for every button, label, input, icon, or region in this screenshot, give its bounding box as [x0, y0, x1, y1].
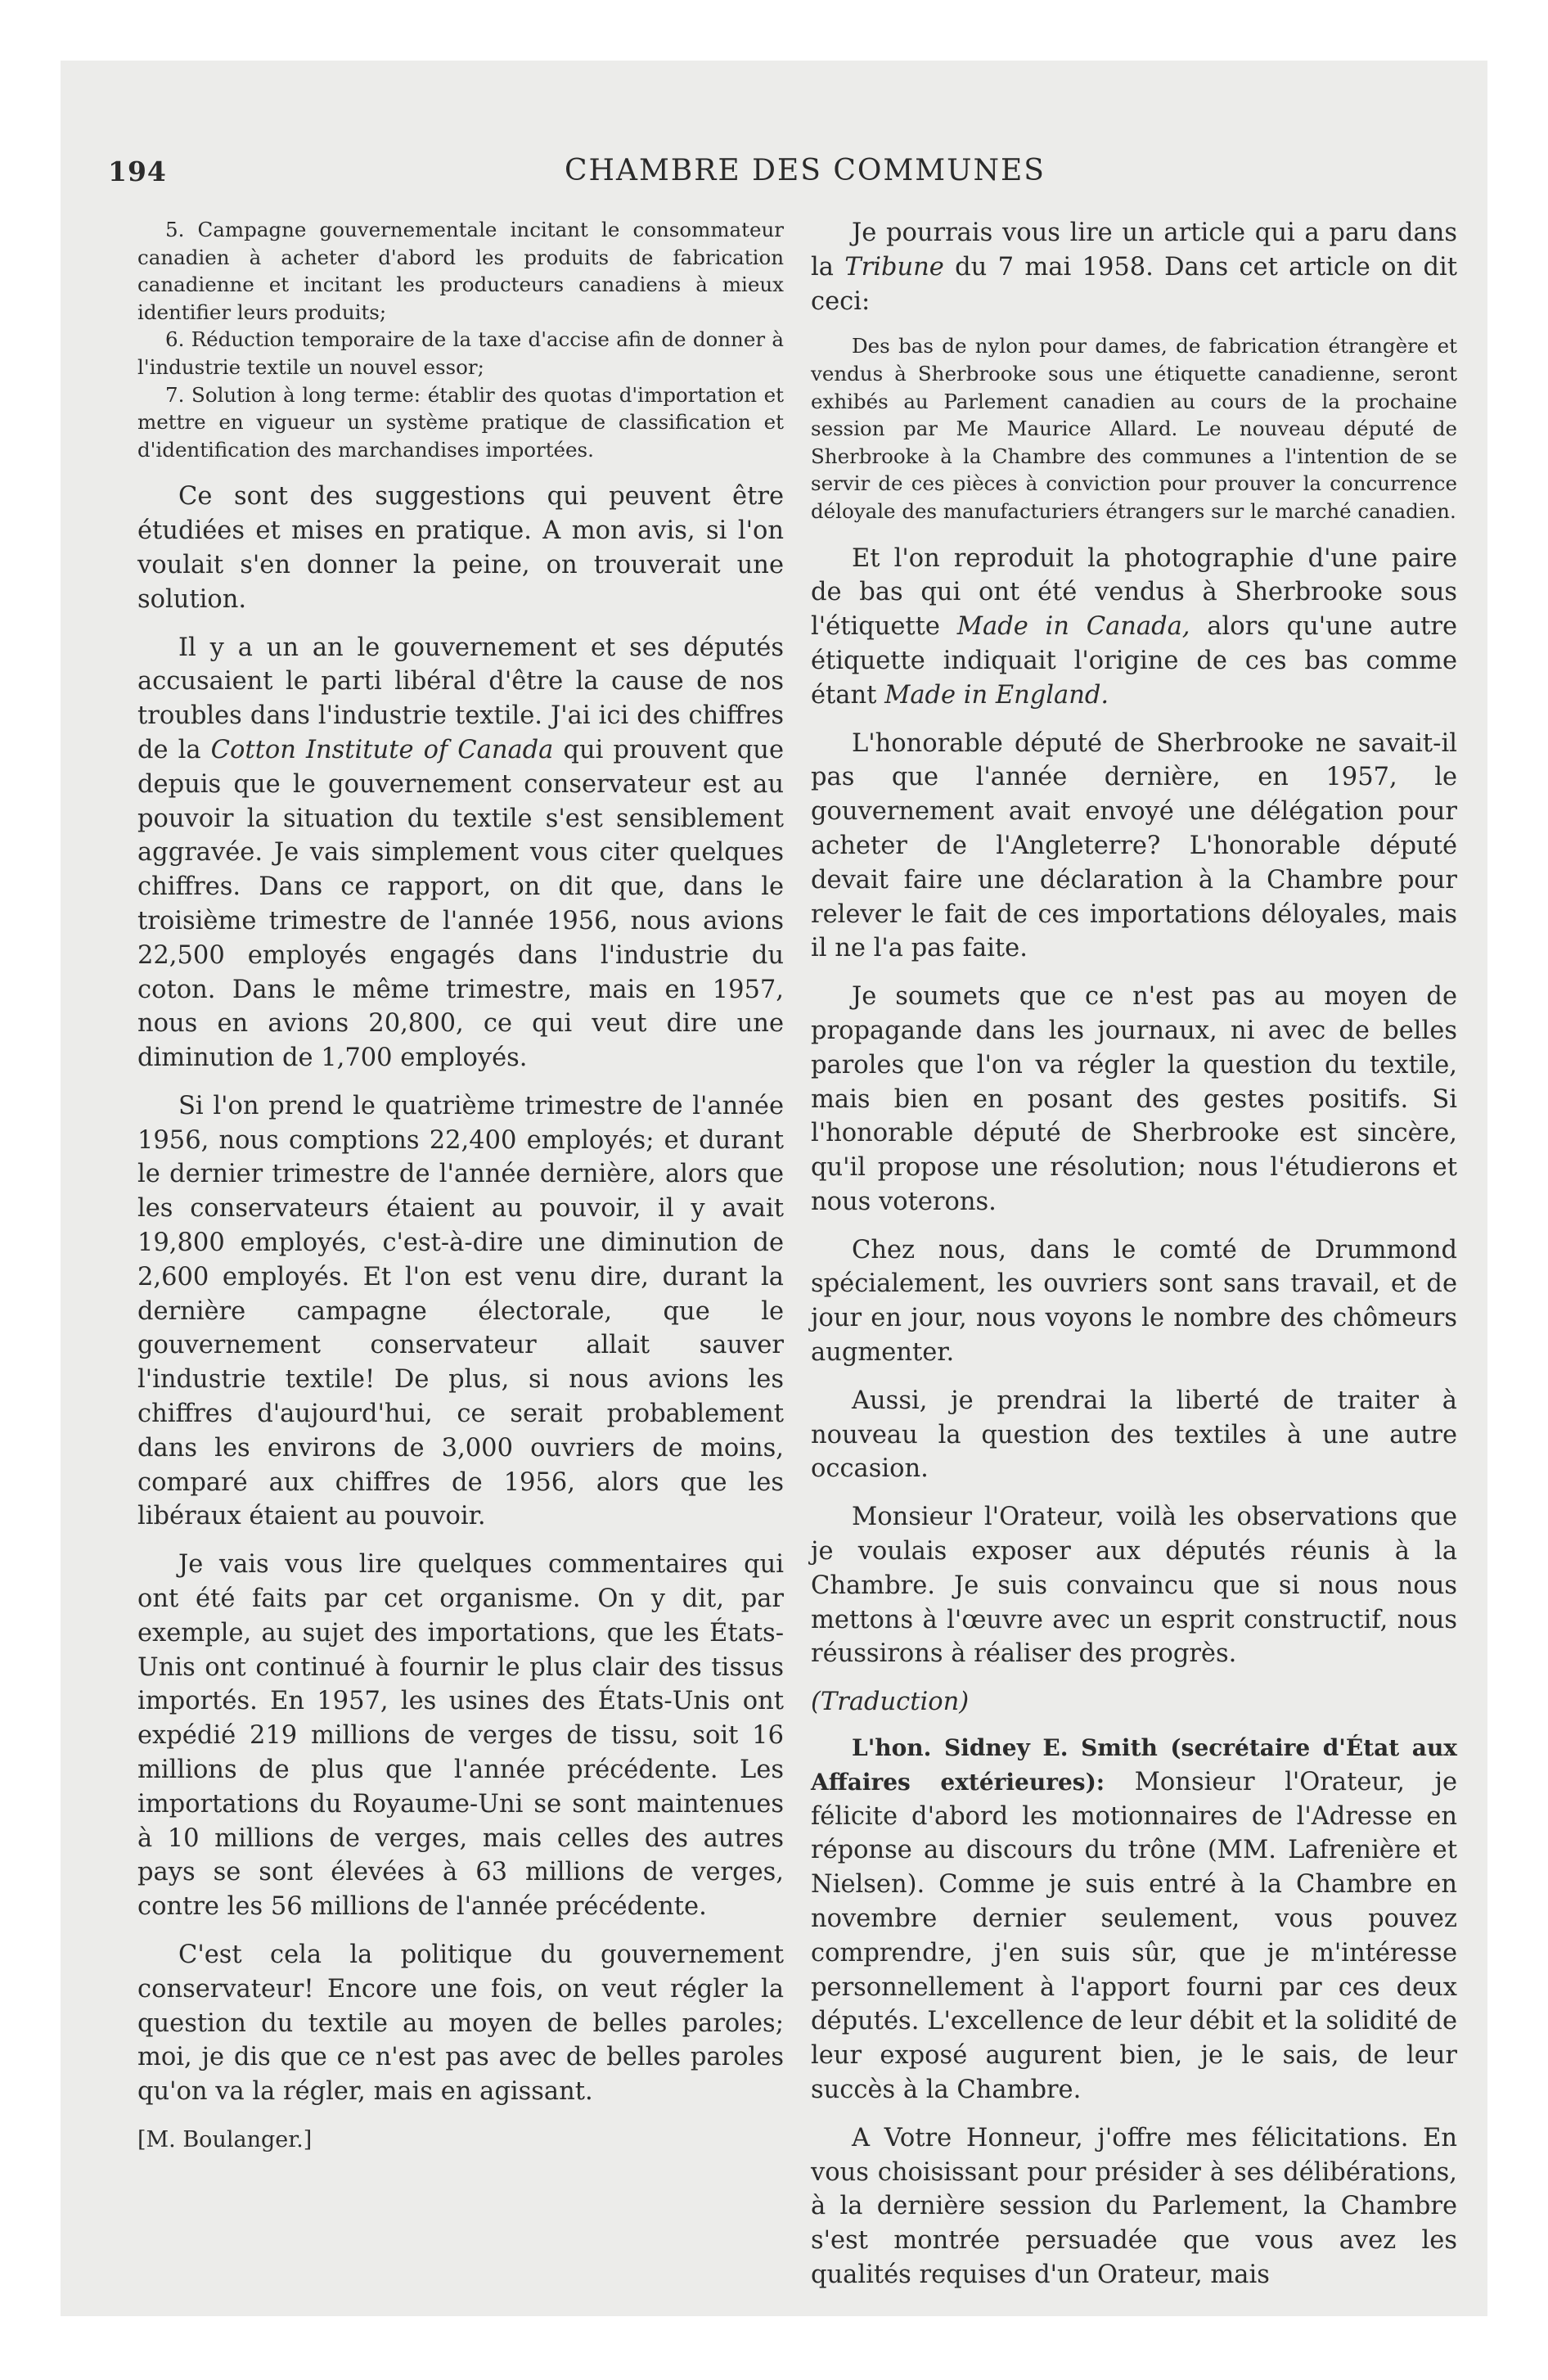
- page-number: 194: [108, 156, 167, 187]
- paragraph: A Votre Honneur, j'offre mes félicitations. En vous choisissant pour présider à ses délibérations, à la dernière session du Parlement, la Chambre s'est montrée persuadée que vous avez les qualités requises d'un Orateur, mais: [811, 2123, 1457, 2289]
- paragraph: C'est cela la politique du gouvernement conservateur! Encore une fois, on veut régler la question du textile au moyen de belles paroles; moi, je dis que ce n'est pas avec de belles paroles qu'on va la régler, mais en agissant.: [137, 1941, 784, 2107]
- text-run: du 7 mai 1958. Dans cet article on dit ceci:: [811, 252, 1457, 316]
- page-header: [108, 147, 1425, 196]
- text-run: Monsieur l'Orateur, je félicite d'abord les motionnaires de l'Adresse en réponse au discours du trône (MM. Lafrenière et Nielsen). Comme je suis entré à la Chambre en novembre dernier seulement, vous pouvez comprendre, j'en suis sûr, que je m'intéresse personnellement à l'apport fourni par ces deux députés. L'excellence de leur débit et la solidité de leur exposé augurent bien, je le sais, de leur succès à la Chambre.: [811, 1767, 1457, 2105]
- text-run: Il y a un an le gouvernement et ses députés accusaient le parti libéral d'être la cause de nos troubles dans l'industrie textile. J'ai ici des chiffres de la: [137, 633, 784, 764]
- speaker-name: L'hon. Sidney E. Smith (secrétaire d'État aux Affaires extérieures):: [811, 1734, 1457, 1796]
- paragraph: [137, 631, 784, 1075]
- paragraph: Aussi, je prendrai la liberté de traiter à nouveau la question des textiles à une autre occasion.: [811, 1386, 1457, 1484]
- numbered-list: [137, 216, 784, 463]
- reviser-note: [M. Boulanger.]: [137, 2127, 313, 2152]
- italic-label: Made in Canada,: [956, 612, 1190, 642]
- left-column: [137, 216, 784, 2157]
- paragraph: Je soumets que ce n'est pas au moyen de propagande dans les journaux, ni avec de belles paroles que l'on va régler la question du textile, mais bien en posant des gestes positifs. Si l'honorable député de Sherbrooke est sincère, qu'il propose une résolution; nous l'étudierons et nous voterons.: [811, 982, 1457, 1216]
- text-run: Et l'on reproduit la photographie d'une paire de bas qui ont été vendus à Sherbrooke sous l'étiquette: [811, 543, 1457, 642]
- italic-title: Tribune: [844, 252, 944, 282]
- right-column: [811, 216, 1457, 2306]
- paragraph: [811, 1731, 1457, 2107]
- paragraph: Je vais vous lire quelques commentaires qui ont été faits par cet organisme. On y dit, par exemple, au sujet des importations, que les États-Unis ont continué à fournir le plus clair des tissus importés. En 1957, les usines des États-Unis ont expédié 219 millions de verges de tissu, soit 16 millions de plus que l'année précédente. Les importations du Royaume-Uni se sont maintenues à 10 millions de verges, mais celles des autres pays se sont élevées à 63 millions de verges, contre les 56 millions de l'année précédente.: [137, 1550, 784, 1922]
- paragraph: Monsieur l'Orateur, voilà les observations que je voulais exposer aux députés réunis à la Chambre. Je suis convaincu que si nous nous mettons à l'œuvre avec un esprit constructif, nous réussirons à réaliser des progrès.: [811, 1503, 1457, 1669]
- paragraph: Ce sont des suggestions qui peuvent être étudiées et mises en pratique. A mon avis, si l'on voulait s'en donner la peine, on trouverait une solution.: [137, 482, 784, 614]
- text-run: Je pourrais vous lire un article qui a paru dans la: [811, 219, 1457, 282]
- paragraph: [811, 216, 1457, 318]
- italic-label: Made in England.: [884, 680, 1109, 710]
- italic-title: Cotton Institute of Canada: [210, 735, 554, 764]
- translation-marker: (Traduction): [811, 1688, 970, 1717]
- paragraph: [811, 542, 1457, 713]
- text-run: qui prouvent que depuis que le gouvernement conservateur est au pouvoir la situation du textile s'est sensiblement aggravée. Je vais simplement vous citer quelques chiffres. Dans ce rapport, on dit que, dans le troisième trimestre de l'année 1956, nous avions 22,500 employés engagés dans l'industrie du coton. Dans le même trimestre, mais en 1957, nous en avions 20,800, ce qui veut dire une diminution de 1,700 employés.: [137, 735, 784, 1073]
- paragraph: Chez nous, dans le comté de Drummond spécialement, les ouvriers sont sans travail, et de jour en jour, nous voyons le nombre des chômeurs augmenter.: [811, 1235, 1457, 1368]
- paragraph: Si l'on prend le quatrième trimestre de l'année 1956, nous comptions 22,400 employés; et durant le dernier trimestre de l'année dernière, alors que les conservateurs étaient au pouvoir, il y avait 19,800 employés, c'est-à-dire une diminution de 2,600 employés. Et l'on est venu dire, durant la dernière campagne électorale, que le gouvernement conservateur allait sauver l'industrie textile! De plus, si nous avions les chiffres d'aujourd'hui, ce serait probablement dans les environs de 3,000 ouvriers de moins, comparé aux chiffres de 1956, alors que les libéraux étaient au pouvoir.: [137, 1091, 784, 1531]
- list-item: 6. Réduction temporaire de la taxe d'accise afin de donner à l'industrie textile un nouvel essor;: [137, 327, 784, 379]
- list-item: 7. Solution à long terme: établir des quotas d'importation et mettre en vigueur un système pratique de classification et d'identification des marchandises importées.: [137, 382, 784, 462]
- text-run: alors qu'une autre étiquette indiquait l'origine de ces bas comme étant: [811, 612, 1457, 710]
- block-quote: Des bas de nylon pour dames, de fabrication étrangère et vendus à Sherbrooke sous une étiquette canadienne, seront exhibés au Parlement canadien au cours de la prochaine session par Me Maurice Allard. Le nouveau député de Sherbrooke à la Chambre des communes a l'intention de se servir de ces pièces à conviction pour prouver la concurrence déloyale des manufacturiers étrangers sur le marché canadien.: [811, 334, 1457, 523]
- running-head: CHAMBRE DES COMMUNES: [565, 154, 1046, 187]
- paragraph: L'honorable député de Sherbrooke ne savait-il pas que l'année dernière, en 1957, le gouvernement avait envoyé une délégation pour acheter de l'Angleterre? L'honorable député devait faire une déclaration à la Chambre pour relever le fait de ces importations déloyales, mais il ne l'a pas faite.: [811, 728, 1457, 963]
- list-item: 5. Campagne gouvernementale incitant le consommateur canadien à acheter d'abord les produits de fabrication canadienne et incitant les producteurs canadiens à mieux identifier leurs produits;: [137, 218, 784, 324]
